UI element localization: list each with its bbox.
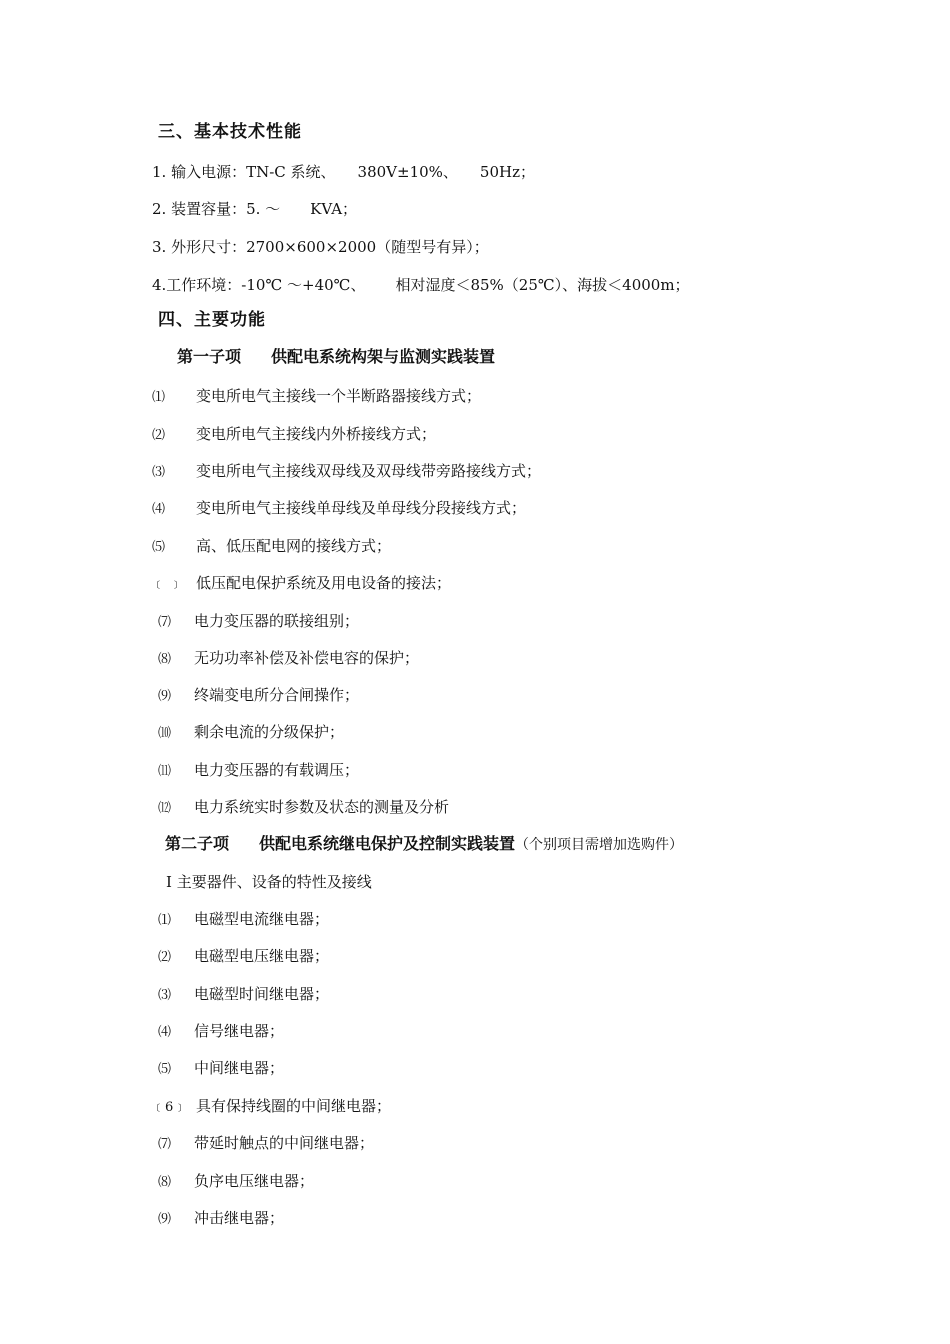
item-number: ⑸ [158, 1062, 172, 1077]
item-text: 电磁型时间继电器； [194, 985, 330, 1003]
list-item [152, 536, 391, 558]
list-item [158, 1133, 374, 1155]
item-number: ⑼ [158, 1212, 172, 1227]
spec-capacity [152, 199, 357, 219]
item-text: 低压配电保护系统及用电设备的接法； [196, 574, 452, 592]
item-text: 电力系统实时参数及状态的测量及分析 [194, 798, 450, 816]
spec-text: 380V±10%、 [357, 163, 458, 181]
item-text: 变电所电气主接线单母线及单母线分段接线方式； [196, 499, 527, 517]
subitem-title: 供配电系统继电保护及控制实践装置 [259, 834, 516, 853]
item-text: 具有保持线圈的中间继电器； [196, 1097, 392, 1115]
item-number: ﹝ ﹞ [152, 577, 183, 592]
item-text: 高、低压配电网的接线方式； [196, 537, 392, 555]
item-number: ⑷ [152, 502, 166, 517]
spec-text: 2. 装置容量：5. ～ [152, 200, 281, 218]
list-item [158, 797, 449, 819]
item-number: ⑶ [158, 988, 172, 1003]
item-text: 无功功率补偿及补偿电容的保护； [194, 649, 420, 667]
spec-text: 4.工作环境：-10℃ ～+40℃、 [152, 276, 366, 294]
item-text: 负序电压继电器； [194, 1172, 315, 1190]
spec-environment [152, 275, 690, 295]
subitem-note: （个别项目需增加选购件） [515, 837, 684, 853]
section-3-heading: 三、基本技术性能 [158, 122, 302, 142]
spec-text: 1. 输入电源：TN-C 系统、 [152, 163, 336, 181]
item-number: ⑷ [158, 1025, 172, 1040]
item-text: 电力变压器的联接组别； [194, 612, 360, 630]
list-item [158, 648, 419, 670]
item-number: ⑻ [158, 652, 172, 667]
spec-input-power [152, 162, 535, 182]
spec-text: KVA； [310, 200, 358, 218]
list-item [152, 573, 451, 595]
item-number: ⑶ [152, 465, 166, 480]
item-text: 电力变压器的有载调压； [194, 761, 360, 779]
item-number: ⑽ [158, 726, 172, 741]
list-item [152, 386, 481, 408]
subitem-label: 第一子项 [177, 347, 242, 366]
spec-text: 相对湿度＜85%（25℃）、海拔＜4000m； [395, 276, 690, 294]
spec-text: 50Hz； [479, 163, 535, 181]
list-item [158, 1171, 314, 1193]
item-text: 信号继电器； [194, 1022, 285, 1040]
item-number: ﹝6﹞ [152, 1100, 187, 1115]
subitem-1-heading [177, 347, 495, 367]
item-text: 电磁型电流继电器； [194, 910, 330, 928]
list-item [158, 1058, 284, 1080]
list-item [152, 1096, 391, 1118]
subitem-title: 供配电系统构架与监测实践装置 [271, 347, 496, 366]
item-number: ⑺ [158, 615, 172, 630]
list-item [158, 722, 344, 744]
list-item [152, 461, 541, 483]
list-item [152, 424, 436, 446]
item-text: 电磁型电压继电器； [194, 947, 330, 965]
item-number: ⑴ [152, 390, 166, 405]
item-number: ⑾ [158, 764, 172, 779]
subitem-label: 第二子项 [165, 834, 230, 853]
list-item [158, 984, 329, 1006]
item-text: 剩余电流的分级保护； [194, 723, 345, 741]
list-item [158, 946, 329, 968]
list-item [158, 685, 359, 707]
group-heading: Ⅰ 主要器件、设备的特性及接线 [166, 873, 372, 891]
item-text: 带延时触点的中间继电器； [194, 1134, 375, 1152]
item-number: ⑵ [152, 428, 166, 443]
list-item [158, 611, 359, 633]
item-number: ⑼ [158, 689, 172, 704]
item-text: 中间继电器； [194, 1059, 285, 1077]
item-text: 冲击继电器； [194, 1209, 285, 1227]
subitem-2-heading [165, 834, 683, 855]
item-text: 变电所电气主接线内外桥接线方式； [196, 425, 437, 443]
item-number: ⑻ [158, 1175, 172, 1190]
list-item [152, 498, 526, 520]
list-item [158, 909, 329, 931]
list-item [158, 760, 359, 782]
item-number: ⑿ [158, 801, 172, 816]
spec-dimensions: 3. 外形尺寸：2700×600×2000（随型号有异）； [152, 238, 489, 256]
item-text: 终端变电所分合闸操作； [194, 686, 360, 704]
item-text: 变电所电气主接线双母线及双母线带旁路接线方式； [196, 462, 542, 480]
list-item [158, 1208, 284, 1230]
item-number: ⑴ [158, 913, 172, 928]
item-number: ⑺ [158, 1137, 172, 1152]
item-number: ⑸ [152, 540, 166, 555]
item-text: 变电所电气主接线一个半断路器接线方式； [196, 387, 482, 405]
section-4-heading: 四、主要功能 [158, 310, 266, 330]
list-item [158, 1021, 284, 1043]
item-number: ⑵ [158, 950, 172, 965]
